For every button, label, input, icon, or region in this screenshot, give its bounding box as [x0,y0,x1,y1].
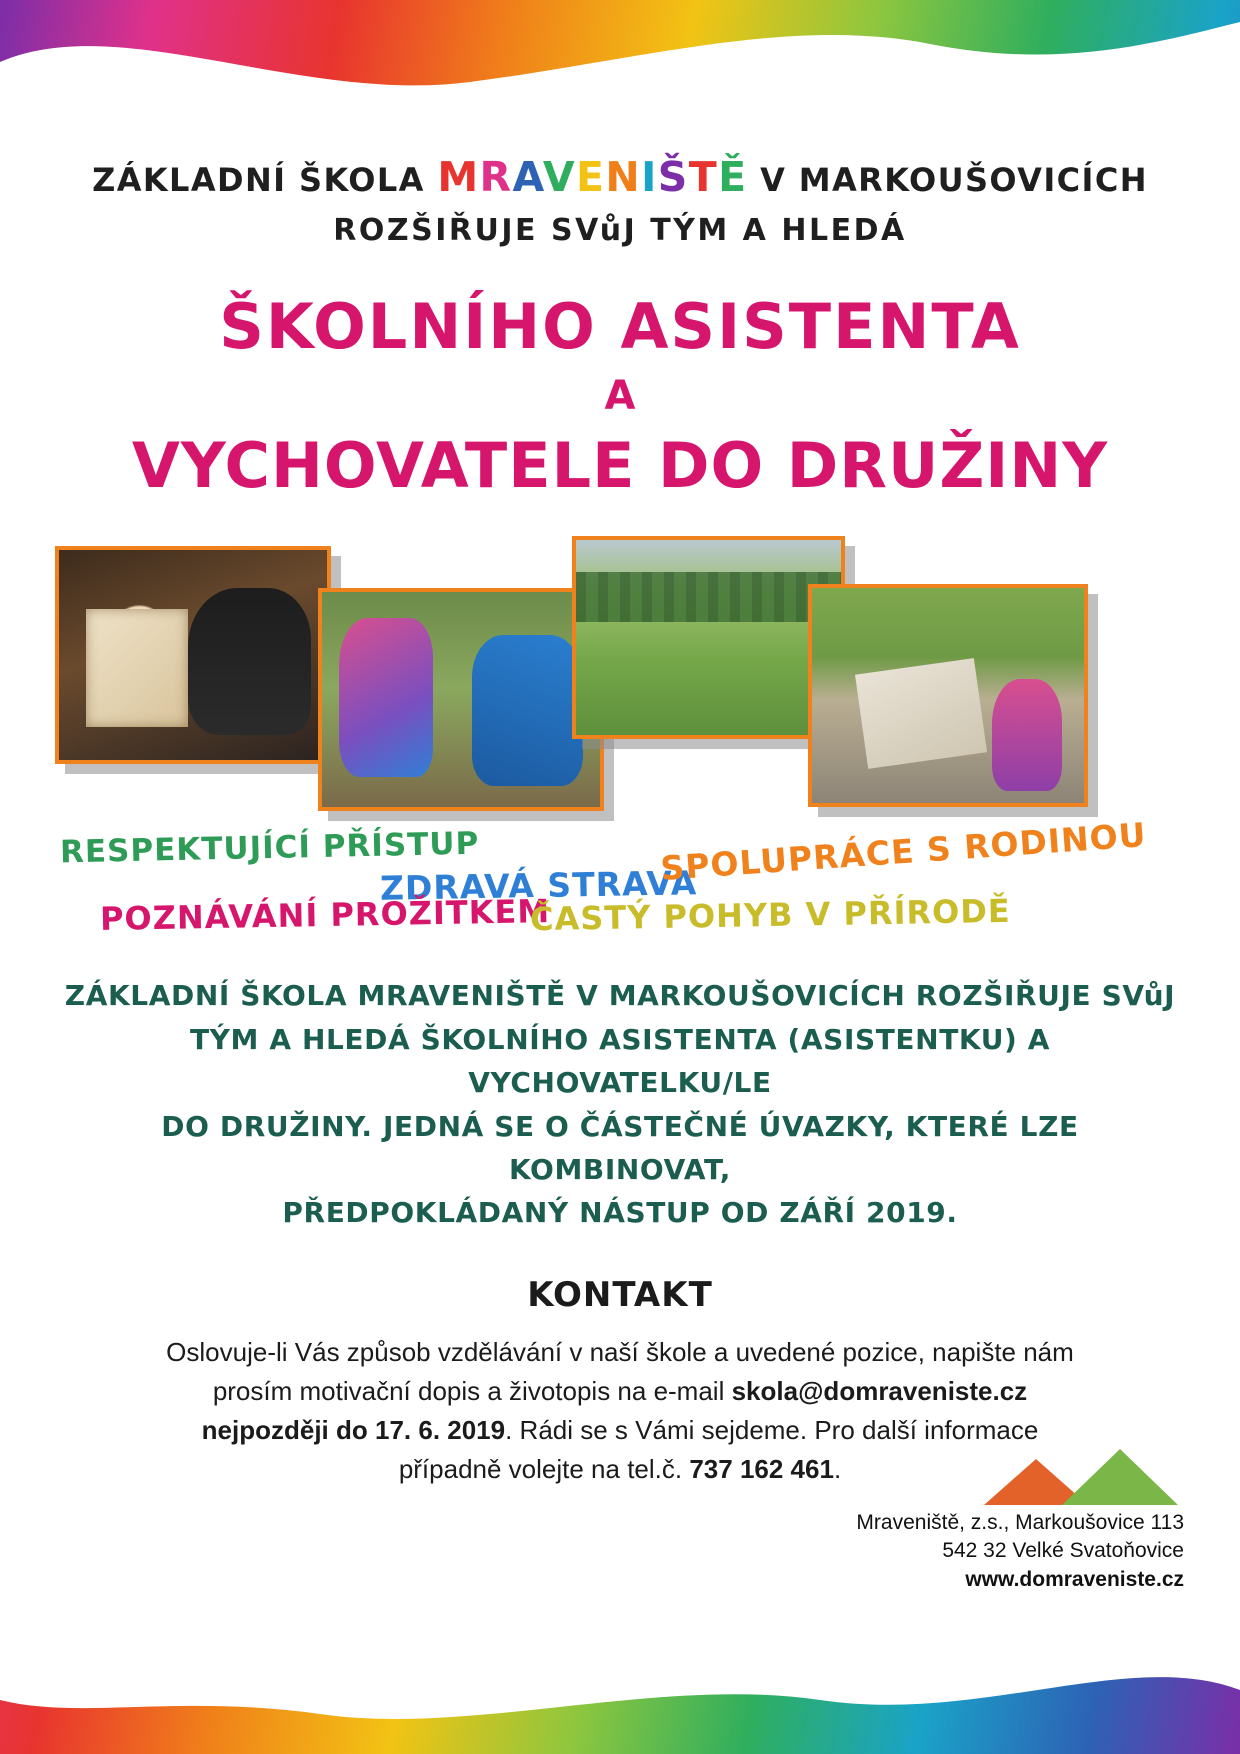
keyword-respektujici-pristup: RESPEKTUJÍCÍ PŘÍSTUP [59,826,480,871]
brand-word-mraveniste: MRAVENIŠTĚ [437,153,748,201]
keyword-zdrava-strava: ZDRAVÁ STRAVA [379,863,698,909]
footer-address-line-1: Mraveniště, z.s., Markoušovice 113 [856,1510,1184,1534]
mraveniste-logo-icon [934,1443,1184,1505]
photo-children-bicycles-meadow [572,536,845,739]
body-line-2: TÝM A HLEDÁ ŠKOLNÍHO ASISTENTA (ASISTENTKU) A VYCHOVATELKU/LE [189,1022,1051,1100]
footer-address [856,1509,1184,1594]
kicker-post-text: V MARKOUŠOVICÍCH [747,161,1148,199]
kicker-pre-text: ZÁKLADNÍ ŠKOLA [92,161,438,199]
photo-child-reading-book [55,546,331,764]
contact-phone[interactable]: 737 162 461 [689,1453,834,1484]
job-title-connector: A [604,373,636,420]
keyword-casty-pohyb-v-prirode: ČASTÝ POHYB V PŘÍRODĚ [529,892,1012,939]
contact-heading: KONTAKT [527,1274,713,1315]
contact-deadline: nejpozději do 17. 6. 2019 [201,1414,506,1445]
poster-kicker [60,150,1180,205]
contact-line-4-prefix: případně volejte na tel.č. [398,1453,690,1484]
keyword-spoluprace-s-rodinou: SPOLUPRÁCE S RODINOU [659,815,1148,889]
kicker-second-line: ROZŠIŘUJE SVůJ TÝM A HLEDÁ [333,213,907,249]
photo-children-playing-garden [808,584,1088,807]
body-line-4: PŘEDPOKLÁDANÝ NÁSTUP OD ZÁŘÍ 2019. [282,1196,958,1230]
contact-line-1: Oslovuje-li Vás způsob vzdělávání v naší škole a uvedené pozice, napište nám [166,1336,1074,1367]
keyword-cloud [59,815,1180,954]
footer-block [856,1443,1184,1594]
body-line-1: ZÁKLADNÍ ŠKOLA MRAVENIŠTĚ V MARKOUŠOVICÍCH ROZŠIŘUJE SVůJ [64,979,1176,1013]
contact-line-4-suffix: . [833,1453,842,1484]
keyword-poznavani-prozitkem: POZNÁVÁNÍ PROŽITKEM [99,892,551,939]
poster-body-text [60,974,1180,1234]
photo-children-outdoor-work [318,588,604,811]
contact-line-2 [60,1372,1180,1411]
contact-line-2-prefix: prosím motivační dopis a životopis na e-mail [212,1375,732,1406]
contact-email[interactable]: skola@domraveniste.cz [731,1375,1028,1406]
job-title-primary: ŠKOLNÍHO ASISTENTA [219,290,1021,364]
body-line-3: DO DRUŽINY. JEDNÁ SE O ČÁSTEČNÉ ÚVAZKY, KTERÉ LZE KOMBINOVAT, [161,1109,1079,1186]
photo-strip [60,536,1180,806]
logo-hill-green-icon [1062,1449,1178,1505]
job-title-secondary: VYCHOVATELE DO DRUŽINY [131,429,1109,503]
contact-line-3-rest: . Rádi se s Vámi sejdeme. Pro další informace [505,1414,1039,1445]
footer-address-line-2: 542 32 Velké Svatoňovice [942,1539,1184,1563]
footer-website[interactable]: www.domraveniste.cz [965,1567,1184,1591]
